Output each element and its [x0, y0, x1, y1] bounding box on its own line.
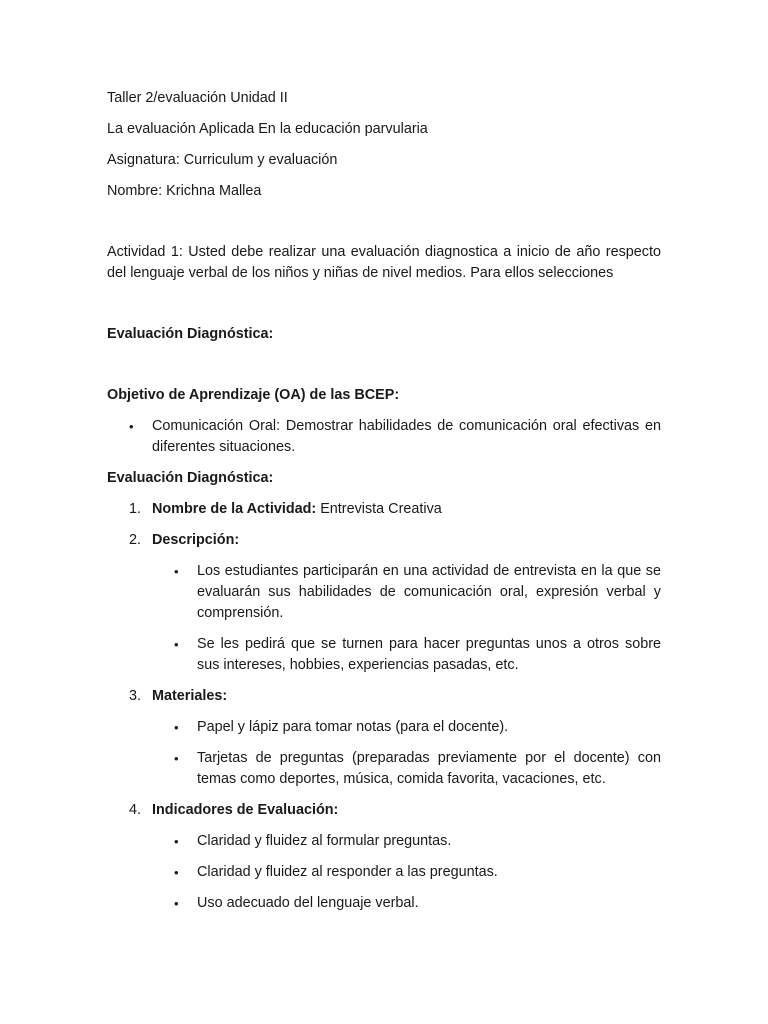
- list-item: [107, 893, 661, 914]
- bullet-icon: •: [174, 896, 179, 911]
- sub-bullet-text: Claridad y fluidez al formular preguntas.: [197, 833, 452, 849]
- item-text: Entrevista Creativa: [316, 501, 442, 517]
- objective-list: [107, 416, 661, 458]
- bullet-icon: •: [174, 751, 179, 766]
- list-item: [107, 748, 661, 790]
- list-item: [107, 717, 661, 738]
- list-item: [107, 416, 661, 458]
- item-number: 4.: [129, 802, 142, 818]
- header-name: Nombre: Krichna Mallea: [107, 183, 262, 199]
- list-item: [107, 530, 661, 551]
- item-label: Descripción:: [152, 532, 240, 548]
- objective-bullet-text: Comunicación Oral: Demostrar habilidades de comunicación oral efectivas en diferentes situaciones.: [152, 418, 661, 455]
- objective-title: Objetivo de Aprendizaje (OA) de las BCEP:: [107, 387, 400, 403]
- sub-bullet-text: Uso adecuado del lenguaje verbal.: [197, 895, 419, 911]
- bullet-icon: •: [174, 564, 179, 579]
- item-number: 3.: [129, 688, 142, 704]
- document-body: [107, 88, 661, 914]
- sub-bullet-text: Tarjetas de preguntas (preparadas previamente por el docente) con temas como deportes, música, comida favorita, vacaciones, etc.: [197, 750, 661, 787]
- item-label: Materiales:: [152, 688, 228, 704]
- list-item: [107, 634, 661, 676]
- item-label: Indicadores de Evaluación:: [152, 802, 339, 818]
- header-subject: Asignatura: Curriculum y evaluación: [107, 152, 338, 168]
- sub-bullet-text: Los estudiantes participarán en una actividad de entrevista en la que se evaluarán sus habilidades de comunicación oral, expresión verbal y comprensión.: [197, 563, 661, 621]
- sub-bullet-text: Se les pedirá que se turnen para hacer preguntas unos a otros sobre sus intereses, hobbies, experiencias pasadas, etc.: [197, 636, 661, 673]
- header-workshop-title: Taller 2/evaluación Unidad II: [107, 90, 288, 106]
- sub-bullet-text: Claridad y fluidez al responder a las preguntas.: [197, 864, 498, 880]
- bullet-icon: •: [174, 637, 179, 652]
- item-number: 2.: [129, 532, 142, 548]
- list-item: [107, 831, 661, 852]
- header-topic: La evaluación Aplicada En la educación parvularia: [107, 121, 428, 137]
- section-title-diagnostic: Evaluación Diagnóstica:: [107, 326, 274, 342]
- list-item: [107, 686, 661, 707]
- list-item: [107, 800, 661, 821]
- list-item: [107, 499, 661, 520]
- section-title-diagnostic-2: Evaluación Diagnóstica:: [107, 470, 274, 486]
- bullet-icon: •: [129, 419, 134, 434]
- item-number: 1.: [129, 501, 142, 517]
- bullet-icon: •: [174, 834, 179, 849]
- list-item: [107, 862, 661, 883]
- activity-paragraph: Actividad 1: Usted debe realizar una evaluación diagnostica a inicio de año respecto del lenguaje verbal de los niños y niñas de nivel medios. Para ellos selecciones: [107, 244, 661, 281]
- list-item: [107, 561, 661, 624]
- item-label: Nombre de la Actividad:: [152, 501, 317, 517]
- activity-items-list: [107, 499, 661, 914]
- sub-bullet-text: Papel y lápiz para tomar notas (para el docente).: [197, 719, 509, 735]
- bullet-icon: •: [174, 720, 179, 735]
- bullet-icon: •: [174, 865, 179, 880]
